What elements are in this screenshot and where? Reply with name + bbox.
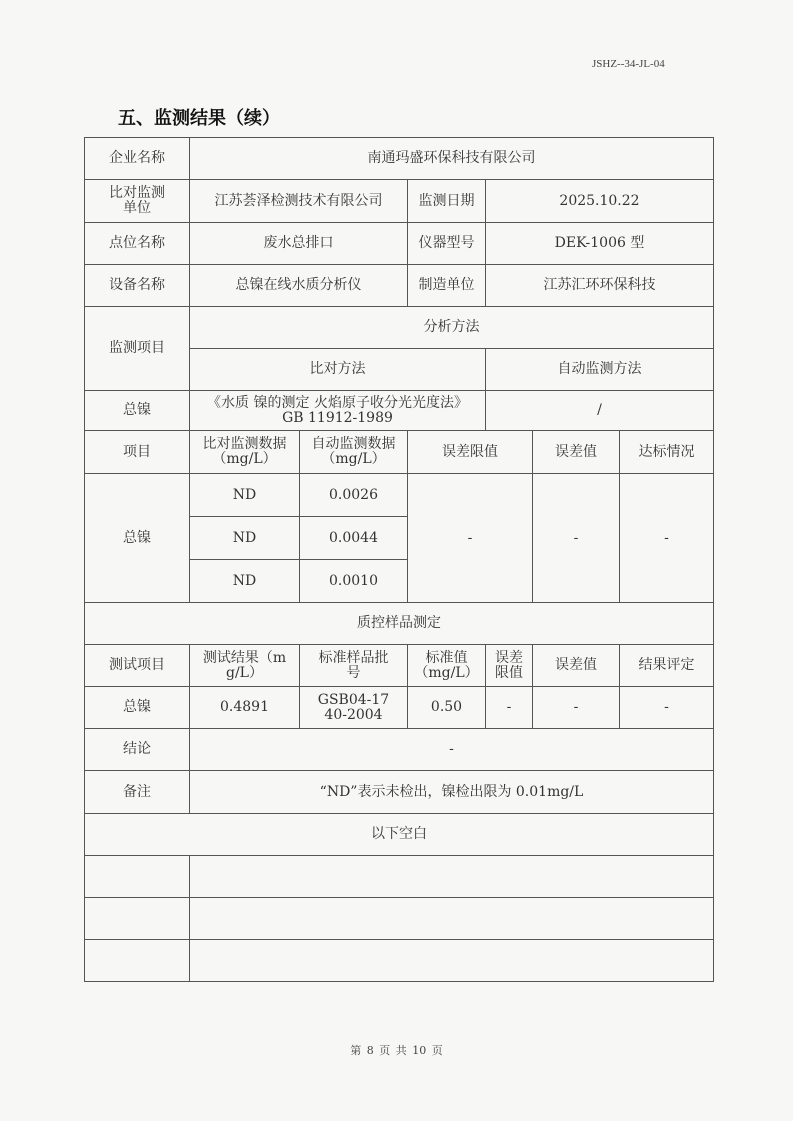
blank-note: 以下空白 (85, 814, 714, 856)
model-label: 仪器型号 (408, 223, 486, 265)
header-error-value: 误差值 (533, 431, 620, 474)
total-label: 共 (395, 1044, 407, 1057)
page-footer (0, 1042, 793, 1058)
point-label: 点位名称 (85, 223, 190, 265)
data-item: 总镍 (85, 474, 190, 603)
point-value: 废水总排口 (190, 223, 408, 265)
data-row (85, 474, 714, 517)
company-value: 南通玛盛环保科技有限公司 (190, 138, 714, 180)
model-value: DEK-1006 型 (486, 223, 714, 265)
header-auto-data: 自动监测数据（mg/L） (300, 431, 408, 474)
point-row (85, 223, 714, 265)
header-error-limit: 误差限值 (408, 431, 533, 474)
device-label: 设备名称 (85, 265, 190, 307)
header-item: 项目 (85, 431, 190, 474)
date-value: 2025.10.22 (486, 180, 714, 223)
remark-row (85, 771, 714, 814)
error-limit-value: - (408, 474, 533, 603)
qc-error-limit: - (486, 687, 533, 729)
auto-value: 0.0010 (300, 560, 408, 603)
qc-header-standard: 标准值（mg/L） (408, 645, 486, 687)
empty-cell (190, 856, 714, 898)
qc-header-error-limit: 误差限值 (486, 645, 533, 687)
conclusion-row (85, 729, 714, 771)
compare-value: ND (190, 474, 300, 517)
compare-method-value: 《水质 镍的测定 火焰原子收分光光度法》GB 11912-1989 (190, 391, 486, 431)
conclusion-value: - (190, 729, 714, 771)
company-label: 企业名称 (85, 138, 190, 180)
total-unit: 页 (431, 1044, 443, 1057)
remark-label: 备注 (85, 771, 190, 814)
empty-row (85, 898, 714, 940)
device-value: 总镍在线水质分析仪 (190, 265, 408, 307)
qc-header-evaluation: 结果评定 (620, 645, 714, 687)
section-title: 五、监测结果（续） (118, 108, 280, 129)
compare-value: ND (190, 517, 300, 560)
compare-method-label: 比对方法 (190, 349, 486, 391)
analysis-header-row (85, 307, 714, 349)
device-row (85, 265, 714, 307)
method-row (85, 391, 714, 431)
header-compare-data: 比对监测数据（mg/L） (190, 431, 300, 474)
unit-label: 比对监测单位 (85, 180, 190, 223)
page-unit: 页 (379, 1044, 391, 1057)
auto-method-label: 自动监测方法 (486, 349, 714, 391)
blank-note-row (85, 814, 714, 856)
monitoring-results-table (84, 137, 714, 982)
unit-value: 江苏荟泽检测技术有限公司 (190, 180, 408, 223)
qc-row (85, 687, 714, 729)
monitor-item-label: 监测项目 (85, 307, 190, 391)
page-number: 8 (366, 1044, 374, 1057)
qc-error-value: - (533, 687, 620, 729)
error-value: - (533, 474, 620, 603)
qc-result: 0.4891 (190, 687, 300, 729)
maker-label: 制造单位 (408, 265, 486, 307)
empty-row (85, 856, 714, 898)
qc-header-batch: 标准样品批号 (300, 645, 408, 687)
data-header-row (85, 431, 714, 474)
qc-batch: GSB04-1740-2004 (300, 687, 408, 729)
empty-row (85, 940, 714, 982)
page-label: 第 (350, 1044, 362, 1057)
qc-header-result: 测试结果（mg/L） (190, 645, 300, 687)
unit-row (85, 180, 714, 223)
empty-cell (85, 898, 190, 940)
auto-value: 0.0044 (300, 517, 408, 560)
qc-header-row (85, 645, 714, 687)
qc-standard: 0.50 (408, 687, 486, 729)
empty-cell (190, 940, 714, 982)
conclusion-label: 结论 (85, 729, 190, 771)
qc-title: 质控样品测定 (85, 603, 714, 645)
qc-header-item: 测试项目 (85, 645, 190, 687)
empty-cell (190, 898, 714, 940)
compare-value: ND (190, 560, 300, 603)
company-row (85, 138, 714, 180)
method-item: 总镍 (85, 391, 190, 431)
auto-value: 0.0026 (300, 474, 408, 517)
empty-cell (85, 856, 190, 898)
empty-cell (85, 940, 190, 982)
qc-title-row (85, 603, 714, 645)
maker-value: 江苏汇环环保科技 (486, 265, 714, 307)
compliance-value: - (620, 474, 714, 603)
date-label: 监测日期 (408, 180, 486, 223)
document-code: JSHZ--34-JL-04 (592, 58, 665, 70)
analysis-method-label: 分析方法 (190, 307, 714, 349)
remark-value: “ND”表示未检出，镍检出限为 0.01mg/L (190, 771, 714, 814)
auto-method-value: / (486, 391, 714, 431)
qc-evaluation: - (620, 687, 714, 729)
header-compliance: 达标情况 (620, 431, 714, 474)
qc-item: 总镍 (85, 687, 190, 729)
qc-header-error-value: 误差值 (533, 645, 620, 687)
total-pages: 10 (412, 1044, 427, 1057)
